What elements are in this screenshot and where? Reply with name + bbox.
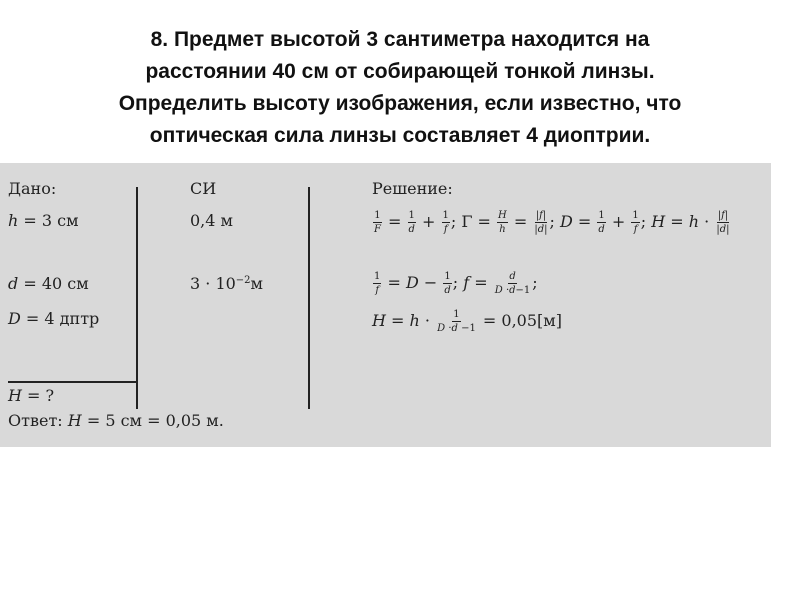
find-separator [8,381,136,383]
formula-line-1: $\frac{1}{F}$ = $\frac{1}{d}$ + $\frac{1}{f}$ ; Γ = $\frac{H}{h}$ = $\frac{|f|}{|d|}$ ; D = $\frac{1}{d}$ + $\frac{1}{f}$ ; H = h · $\frac{|f|}{|d|}$ [374,210,730,235]
answer: Ответ: H = 5 см = 0,05 м. [8,411,224,430]
solution-panel [0,163,771,447]
problem-line-2: расстоянии 40 см от собирающей тонкой линзы. [145,60,655,83]
si-d: $3 \cdot 10^{-2}м$ [190,274,263,293]
given-header: Дано: [8,179,57,198]
given-d: d = 40 см [8,274,89,293]
problem-line-3: Определить высоту изображения, если известно, что [118,92,682,115]
problem-line-4: оптическая сила линзы составляет 4 диоптрии. [149,124,651,147]
divider-given-si [136,187,138,409]
given-h: h = 3 см [8,211,79,230]
divider-si-solution [308,187,310,409]
solution-header: Решение: [372,179,453,198]
problem-statement [40,24,760,152]
formula-line-2: $\frac{1}{f}$ = D − $\frac{1}{d}$ ; f = $\frac{d}{D \cdot d-1}$ ; [374,271,538,296]
si-h: 0,4 м [190,211,233,230]
problem-line-1: 8. Предмет высотой 3 сантиметра находится на [150,28,650,51]
si-header: СИ [190,179,217,198]
given-optical-power: D = 4 дптр [8,309,100,328]
formula-line-3: H = h · $\frac{1}{D \cdot d -1}$ = 0,05[м] [372,309,562,334]
find-value: H = ? [8,386,55,405]
